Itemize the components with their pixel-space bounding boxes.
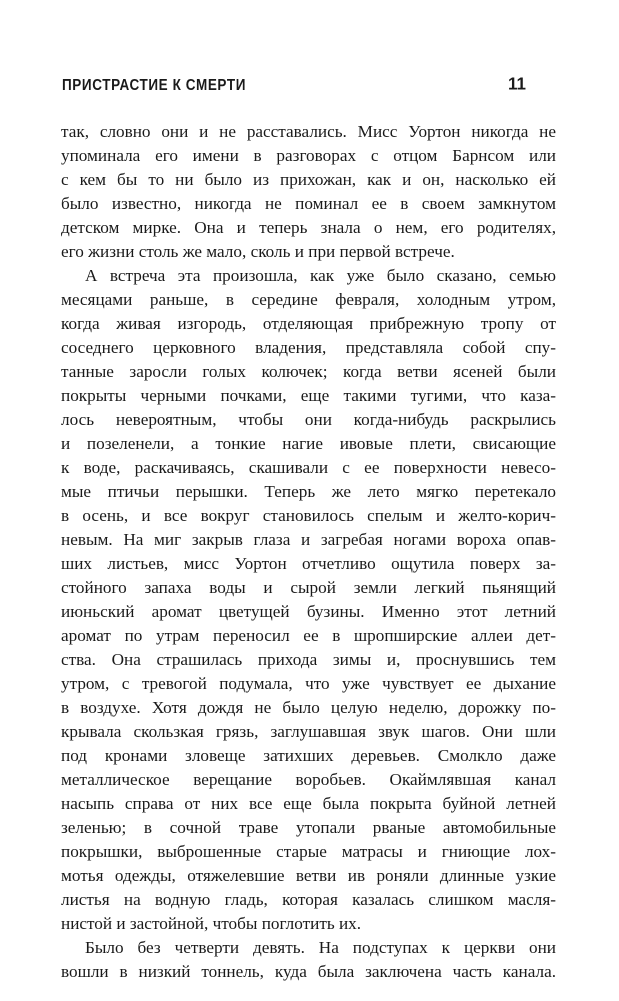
text-line: упоминала его имени в разговорах с отцом Барнсом или [61, 146, 556, 165]
text-line: его жизни столь же мало, сколь и при первой встрече. [61, 242, 455, 261]
text-line: невым. На миг закрыв глаза и загребая ногами вороха опав- [61, 530, 556, 549]
text-line: металлическое верещание воробьев. Окаймлявшая канал [61, 770, 556, 789]
text-line: под кронами зловеще затихших деревьев. Смолкло даже [61, 746, 556, 765]
text-line: июньский аромат цветущей бузины. Именно этот летний [61, 602, 556, 621]
text-line: лось невероятным, чтобы они когда-нибудь раскрылись [61, 410, 556, 429]
text-line: было известно, никогда не поминал ее в своем замкнутом [61, 194, 556, 213]
text-line: в осень, и все вокруг становилось спелым и желто-корич- [61, 506, 556, 525]
text-line: и позеленели, а тонкие нагие ивовые плети, свисающие [61, 434, 556, 453]
text-line: в воздухе. Хотя дождя не было целую неделю, дорожку по- [61, 698, 556, 717]
text-line: мые птичьи перышки. Теперь же лето мягко перетекало [61, 482, 556, 501]
text-line: крывала скользкая грязь, заглушавшая звук шагов. Они шли [61, 722, 556, 741]
text-line: соседнего церковного владения, представляла собой спу- [61, 338, 556, 357]
text-line: ства. Она страшилась прихода зимы и, проснувшись тем [61, 650, 556, 669]
text-line: когда живая изгородь, отделяющая прибрежную тропу от [61, 314, 556, 333]
text-line: стойного запаха воды и сырой земли легкий пьянящий [61, 578, 556, 597]
text-line: зеленью; в сочной траве утопали рваные автомобильные [61, 818, 556, 837]
text-line: ших листьев, мисс Уортон отчетливо ощутила поверх за- [61, 554, 556, 573]
text-line: так, словно они и не расставались. Мисс Уортон никогда не [61, 122, 556, 141]
text-line: к воде, раскачиваясь, скашивали с ее поверхности невесо- [61, 458, 556, 477]
text-line: покрыты черными почками, еще такими тугими, что каза- [61, 386, 556, 405]
text-line: листья на водную гладь, которая казалась слишком масля- [61, 890, 556, 909]
page-number: 11 [508, 74, 526, 94]
text-line: вошли в низкий тоннель, куда была заключена часть канала. [61, 962, 556, 981]
text-line: А встреча эта произошла, как уже было сказано, семью [85, 266, 556, 285]
text-line: аромат по утрам переносил ее в шропширские аллеи дет- [61, 626, 556, 645]
text-line: насыпь справа от них все еще была покрыта буйной летней [61, 794, 556, 813]
text-line: месяцами раньше, в середине февраля, холодным утром, [61, 290, 556, 309]
text-line: покрышки, выброшенные старые матрасы и гниющие лох- [61, 842, 556, 861]
text-line: нистой и застойной, чтобы поглотить их. [61, 914, 362, 933]
body-text [61, 120, 556, 984]
running-title: ПРИСТРАСТИЕ К СМЕРТИ [62, 76, 247, 94]
text-line: мотья одежды, отяжелевшие ветви ив роняли длинные узкие [61, 866, 556, 885]
text-line: Было без четверти девять. На подступах к церкви они [85, 938, 556, 957]
text-line: детском мирке. Она и теперь знала о нем, его родителях, [61, 218, 556, 237]
text-line: утром, с тревогой подумала, что уже чувствует ее дыхание [61, 674, 556, 693]
text-line: танные заросли голых колючек; когда ветви ясеней были [61, 362, 556, 381]
text-line: с кем бы то ни было из прихожан, как и он, насколько ей [61, 170, 556, 189]
